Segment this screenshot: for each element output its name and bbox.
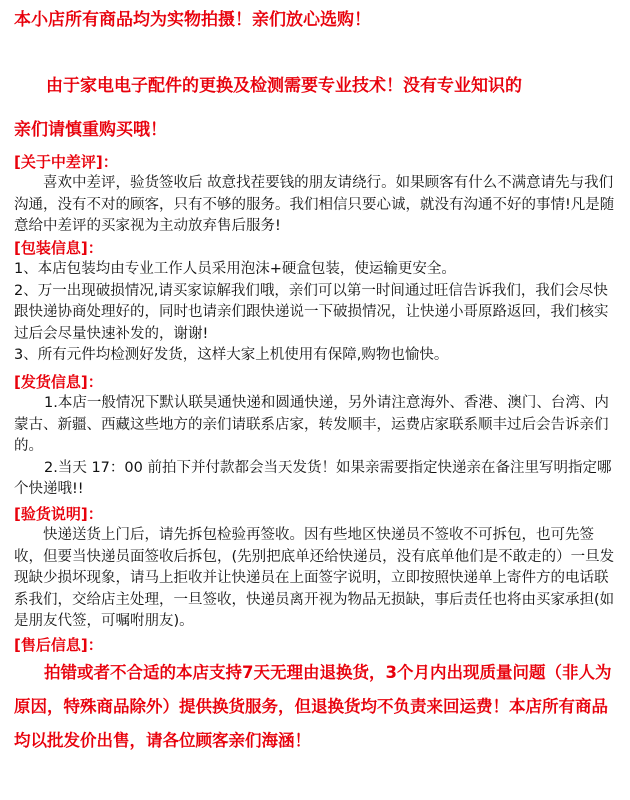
shipping-item: 2.当天 17：00 前拍下并付款都会当天发货！如果亲需要指定快递亲在备注里写明指定哪个快递哦!! [14,459,612,497]
notice-buy-carefully: 亲们请慎重购买哦！ [14,120,167,140]
section-heading-inspection: [验货说明]： [14,505,103,523]
shipping-item: 1.本店一般情况下默认联昊通快递和圆通快递，另外请注意海外、香港、澳门、台湾、内蒙古、新疆、西藏这些地方的亲们请联系店家，转发顺丰，运费店家联系顺丰过后会告诉亲们的。 [14,395,609,454]
packaging-item: 1、本店包装均由专业工作人员采用泡沫+硬盒包装，使运输更安全。 [14,261,456,277]
section-inspection [14,504,620,633]
packaging-item: 3、所有元件均检测好发货，这样大家上机使用有保障,购物也愉快。 [14,347,449,363]
notice-technical-warning: 由于家电电子配件的更换及检测需要专业技术！没有专业知识的 [46,76,522,96]
notice-real-photo: 本小店所有商品均为实物拍摄！亲们放心选购！ [14,10,371,30]
review-text: 喜欢中差评，验货签收后 故意找茬要钱的朋友请绕行。如果顾客有什么不满意请先与我们沟通，没有不对的顾客，只有不够的服务。我们相信只要心诚，就没有沟通不好的事情!凡是随意给中差评的买家视为主动放弃售后服务! [14,175,615,234]
section-heading-after-sales: [售后信息]： [14,636,103,654]
section-heading-packaging: [包装信息]： [14,239,103,257]
packaging-item: 2、万一出现破损情况,请买家谅解我们哦，亲们可以第一时间通过旺信告诉我们，我们会尽快跟快递协商处理好的，同时也请亲们跟快递说一下破损情况，让快递小哥原路返回，我们核实过后会尽量快速补发的，谢谢! [14,282,609,342]
section-shipping [14,372,620,501]
section-heading-shipping: [发货信息]： [14,373,103,391]
section-heading-review: [关于中差评]： [14,153,118,171]
inspection-text: 快递送货上门后，请先拆包检验再签收。因有些地区快递员不签收不可拆包，也可先签收，但要当快递员面签收后拆包，(先别把底单还给快递员，没有底单他们是不敢走的）一旦发现缺少损坏现象，请马上拒收并让快递员在上面签字说明，立即按照快递单上寄件方的电话联系我们，交给店主处理，一旦签收，快递员离开视为物品无损缺，事后责任也将由买家承担(如是朋友代签，可嘱咐朋友)。 [14,527,615,629]
section-review [14,152,620,238]
section-packaging [14,238,620,367]
after-sales-text: 拍错或者不合适的本店支持7天无理由退换货，3个月内出现质量问题（非人为原因，特殊商品除外）提供换货服务，但退换货均不负责来回运费！本店所有商品均以批发价出售，请各位顾客亲们海涵！ [14,663,612,750]
section-after-sales [14,635,620,758]
